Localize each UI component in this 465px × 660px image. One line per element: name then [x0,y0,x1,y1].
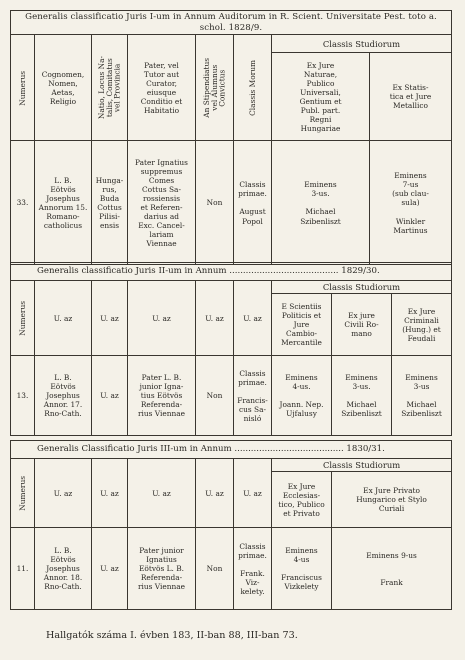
header-classis-morum: U. az [234,281,272,356]
student-count-footer: Hallgatók száma I. évben 183, II-ban 88, III-ban 73. [46,630,298,641]
header-subject-1: Ex Jure Ecclesias- tico, Publico et Privato [272,472,332,528]
header-classis-studiorum: Classis Studiorum [272,35,452,53]
header-cognomen: U. az [35,281,92,356]
header-pater: U. az [128,459,196,528]
header-subject-2: Ex Jure Privato Hungarico et Stylo Curiali [332,472,452,528]
header-classis-morum: Classis Morum [234,35,272,141]
header-stipendiatus: U. az [196,281,234,356]
header-natio: U. az [92,459,128,528]
cell-subject-3: Eminens 3-us Michael Szibenliszt [392,356,452,436]
header-numerus: Numerus [11,281,35,356]
cell-stipendiatus: Non [196,528,234,610]
header-pater: U. az [128,281,196,356]
cell-classis-morum: Classis primae. Francis- cus Sa- nisló [234,356,272,436]
header-pater: Pater, vel Tutor aut Curator, eiusque Conditio et Habitatio [128,35,196,141]
header-natio: U. az [92,281,128,356]
cell-natio: Hunga- rus, Buda Cottus Pilisi- ensis [92,141,128,265]
header-subject-2: Ex Statis- tica et Jure Metallico [370,53,452,141]
cell-classis-morum: Classis primae. Frank. Viz- kelety. [234,528,272,610]
cell-numerus: 33. [11,141,35,265]
table-row [11,528,452,610]
header-subject-1: Ex Jure Naturae, Publico Universali, Gentium et Publ. part. Regni Hungariae [272,53,370,141]
header-classis-studiorum: Classis Studiorum [272,281,452,294]
cell-stipendiatus: Non [196,356,234,436]
header-subject-2: Ex jure Civili Ro- mano [332,294,392,356]
header-classis-studiorum: Classis Studiorum [272,459,452,472]
cell-classis-morum: Classis primae. August Popol [234,141,272,265]
cell-subject-1: Eminens 4-us Franciscus Vizkelety [272,528,332,610]
header-subject-1: E Scientiis Politicis et Jure Cambio- Mercantile [272,294,332,356]
header-stipendiatus: U. az [196,459,234,528]
table-row [11,141,452,265]
cell-subject-1: Eminens 3-us. Michael Szibenliszt [272,141,370,265]
cell-numerus: 13. [11,356,35,436]
cell-cognomen: L. B. Eötvös Josephus Annorum 15. Romano- catholicus [35,141,92,265]
cell-pater: Pater L. B. junior Igna- tius Eötvös Referenda- rius Viennae [128,356,196,436]
cell-natio: U. az [92,356,128,436]
header-natio: Natio, Locus Na- talis, Comitatus vel Provincia [92,35,128,141]
table-title: Generalis classificatio Juris II-um in Annum ........................................ 1829/30. [11,263,452,281]
cell-stipendiatus: Non [196,141,234,265]
cell-natio: U. az [92,528,128,610]
table-row [11,356,452,436]
cell-subject-2: Eminens 9-us Frank [332,528,452,610]
header-classis-morum: U. az [234,459,272,528]
table-title: Generalis Classificatio Juris III-um in Annum ........................................ 1830/31. [11,441,452,459]
header-numerus: Numerus [11,459,35,528]
cell-cognomen: L. B. Eötvös Josephus Annor. 17. Rno-Cath. [35,356,92,436]
cell-cognomen: L. B. Eötvös Josephus Annor. 18. Rno-Cath. [35,528,92,610]
classification-table-year-2 [10,262,452,436]
header-stipendiatus: An Stipendiatus vel Alumnus Convictus [196,35,234,141]
cell-numerus: 11. [11,528,35,610]
header-cognomen: U. az [35,459,92,528]
header-subject-3: Ex Jure Criminali (Hung.) et Feudali [392,294,452,356]
cell-subject-2: Eminens 3-us. Michael Szibenliszt [332,356,392,436]
table-title: Generalis classificatio Juris I-um in Annum Auditorum in R. Scient. Universitate Pest. toto a. schol. 1828/9. [11,11,452,35]
cell-subject-1: Eminens 4-us. Joann. Nep. Ujfalusy [272,356,332,436]
header-cognomen: Cognomen, Nomen, Aetas, Religio [35,35,92,141]
cell-pater: Pater Ignatius suppremus Comes Cottus Sa- rossiensis et Referen- darius ad Exc. Cancel- lariam Viennae [128,141,196,265]
cell-pater: Pater junior Ignatius Eötvös L. B. Referenda- rius Viennae [128,528,196,610]
classification-table-year-3 [10,440,452,610]
cell-subject-2: Eminens 7-us (sub clau- sula) Winkler Martinus [370,141,452,265]
header-numerus: Numerus [11,35,35,141]
classification-table-year-1 [10,10,452,265]
